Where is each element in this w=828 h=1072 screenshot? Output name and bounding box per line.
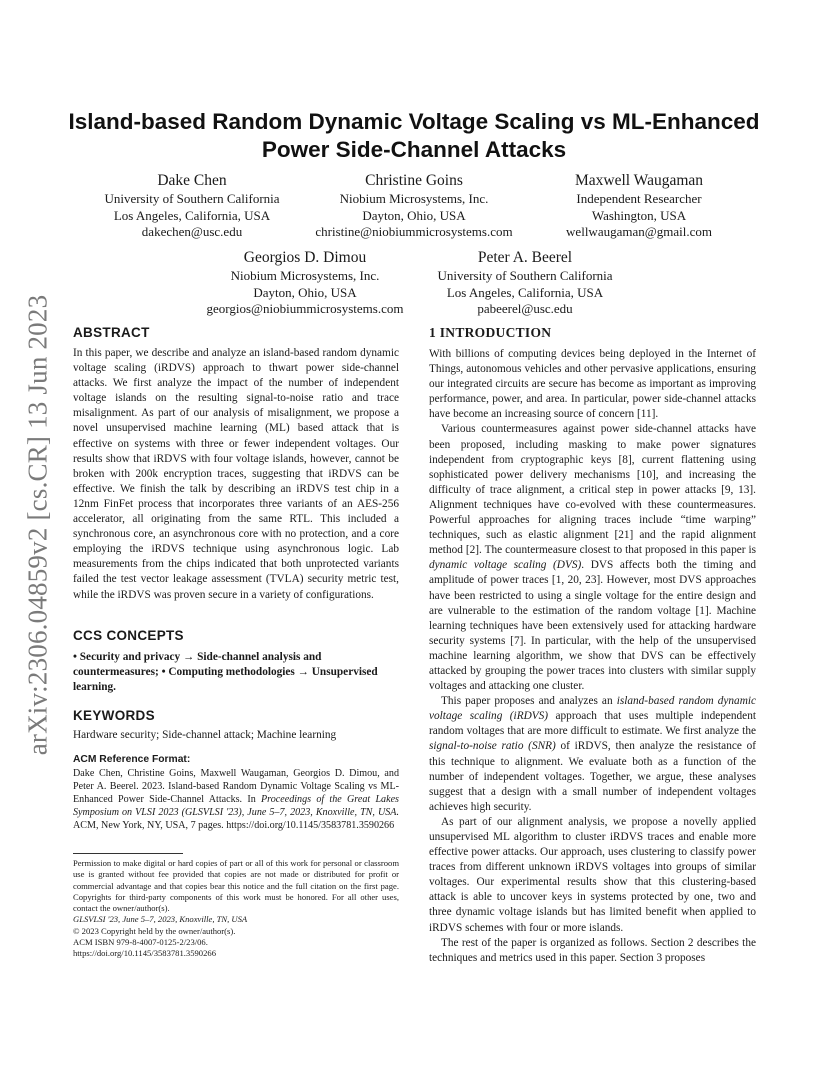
- intro-p3-emphasis-1: island-based random dynamic voltage scaling (iRDVS): [429, 695, 757, 723]
- doi-link[interactable]: https://doi.org/10.1145/3583781.3590266: [73, 948, 216, 959]
- title-line-1: Island-based Random Dynamic Voltage Scaling vs ML-Enhanced: [68, 109, 760, 134]
- author-name: Peter A. Beerel: [477, 249, 573, 266]
- author-email[interactable]: dakechen@usc.edu: [141, 224, 243, 239]
- intro-paragraph-2: [429, 422, 756, 694]
- keywords-heading: KEYWORDS: [73, 708, 155, 723]
- author-name: Christine Goins: [365, 172, 463, 189]
- author-location: Los Angeles, California, USA: [113, 207, 271, 223]
- intro-paragraph-5: The rest of the paper is organized as follows. Section 2 describes the techniques and metrics used in this paper. Section 3 proposes: [429, 936, 756, 964]
- intro-p2-text-c: . DVS affects both the timing and amplitude of power traces [1, 20, 23]. However, most DVS approaches have been restricted to using a single voltage for the entire design and are vulnerable to the estimation of the random voltage [1]. Machine learning techniques have been extensively used for attacking hardware security systems [7]. In particular, with the help of the unsupervised machine learning algorithm, we show that DVS can be effectively attacked by grouping the power traces into clusters with similar supply voltages and attacking one cluster.: [429, 559, 756, 693]
- ccs-text: • Security and privacy → Side-channel analysis and countermeasures; • Computing methodologies → Unsupervised learning.: [73, 651, 378, 694]
- acm-reference: [73, 754, 399, 832]
- author-block-1: [82, 171, 302, 241]
- title-line-2: Power Side-Channel Attacks: [261, 137, 567, 162]
- author-name: Maxwell Waugaman: [574, 172, 704, 189]
- copyright-text: © 2023 Copyright held by the owner/author(s).: [73, 925, 236, 936]
- arxiv-stamp-text: arXiv:2306.04859v2 [cs.CR] 13 Jun 2023: [22, 294, 53, 756]
- author-affiliation: Niobium Microsystems, Inc.: [339, 191, 489, 206]
- intro-p3-text-c: approach that uses multiple independent random voltages that are more difficult to estimate. We first analyze the: [429, 710, 756, 738]
- acm-reference-part-c: ACM, New York, NY, USA, 7 pages. https://doi.org/10.1145/3583781.3590266: [73, 820, 395, 832]
- intro-paragraph-1: With billions of computing devices being deployed in the Internet of Things, autonomous vehicles and other pervasive applications, ensuring our integrated circuits are secure has become as important as improving performance, power, and area. In particular, power side-channel attacks have become an increasing source of concern [11].: [429, 348, 756, 421]
- author-block-3: [530, 171, 748, 241]
- abstract-heading: ABSTRACT: [73, 325, 150, 340]
- ccs-heading: CCS CONCEPTS: [73, 628, 184, 643]
- paper-title: [40, 108, 788, 164]
- intro-p2-emphasis: dynamic voltage scaling (DVS): [429, 559, 582, 572]
- author-location: Dayton, Ohio, USA: [362, 207, 466, 223]
- author-block-2: [298, 171, 530, 241]
- ccs-section: [73, 628, 399, 695]
- author-block-4: [192, 248, 418, 318]
- isbn-text: ACM ISBN 979-8-4007-0125-2/23/06.: [73, 937, 208, 948]
- acm-reference-part-a: Dake Chen, Christine Goins, Maxwell Waugaman, Georgios D. Dimou, and Peter A. Beerel. 2023. Island-based Random Dynamic Voltage Scaling vs ML-Enhanced Power Side-Channel Attacks. In: [73, 768, 399, 806]
- acm-reference-proceedings: Proceedings of the Great Lakes Symposium on VLSI 2023 (GLSVLSI '23), June 5–7, 2023, Knoxville, TN, USA.: [73, 794, 399, 819]
- keywords-section: [73, 708, 399, 743]
- acm-reference-text: [73, 767, 399, 832]
- abstract-text: In this paper, we describe and analyze an island-based random dynamic voltage scaling (iRDVS) approach to thwart power side-channel attacks. We first analyze the impact of the number of independent voltage islands on the resulting signal-to-noise ratio and trace misalignment. As part of our analysis of misalignment, we propose a novel unsupervised machine learning (ML) based attack that is effective on systems with three or fewer independent voltages. Our results show that iRDVS with four voltage islands, however, cannot be broken with 200k encryption traces, suggesting that iRDVS can be effective. We finish the talk by describing an iRDVS test chip in a 12nm FinFet process that incorporates three variants of an AES-256 accelerator, all originating from the same RTL. This included a synchronous core, an asynchronous core with no protection, and a core employing the iRDVS technique using asynchronous logic. Lab measurements from the chips indicated that both unprotected variants failed the test vector leakage assessment (TVLA) security metric test, while the iRDVS was proven secure in a variety of configurations.: [73, 347, 399, 601]
- abstract-section: [73, 325, 399, 603]
- introduction-heading: 1 INTRODUCTION: [429, 325, 552, 340]
- author-name: Georgios D. Dimou: [243, 249, 367, 266]
- intro-p2-text-a: Various countermeasures against power side-channel attacks have been proposed, including masking to make power signatures independent from cryptographic keys [8], current flattening using sophisticated power delivery mechanisms [10], and increasing the difficulty of trace alignment, a critical step in power attacks [9, 13]. Alignment techniques have co-evolved with these countermeasures. Powerful approaches for aligning traces include “time warping” techniques, such as elastic alignment [21] and the rapid alignment method [2]. The countermeasure closest to that proposed in this paper is: [429, 423, 756, 557]
- author-email[interactable]: pabeerel@usc.edu: [477, 301, 573, 316]
- venue-text: GLSVLSI '23, June 5–7, 2023, Knoxville, TN, USA: [73, 914, 248, 925]
- intro-p3-emphasis-2: signal-to-noise ratio (SNR): [429, 740, 556, 753]
- permission-footnote: [73, 858, 399, 960]
- author-location: Washington, USA: [591, 207, 687, 223]
- author-affiliation: Niobium Microsystems, Inc.: [230, 268, 380, 283]
- author-affiliation: Independent Researcher: [576, 191, 702, 206]
- author-email[interactable]: georgios@niobiummicrosystems.com: [206, 301, 404, 316]
- author-email[interactable]: wellwaugaman@gmail.com: [566, 224, 712, 239]
- author-affiliation: University of Southern California: [104, 191, 280, 206]
- intro-p3-text-a: This paper proposes and analyzes an: [441, 695, 617, 708]
- intro-paragraph-3: [429, 694, 756, 815]
- acm-reference-heading: ACM Reference Format:: [73, 754, 191, 765]
- arxiv-stamp: [14, 290, 62, 760]
- author-location: Los Angeles, California, USA: [446, 284, 604, 300]
- intro-p3-text-e: of iRDVS, then analyze the resistance of this technique to alignment. We evaluate both as a function of the number of independent voltages. Together, we argue, these analyses suggest that a design with a small number of independent voltages achieves high security.: [429, 740, 756, 813]
- permission-text: Permission to make digital or hard copies of part or all of this work for personal or classroom use is granted without fee provided that copies are not made or distributed for profit or commercial advantage and that copies bear this notice and the full citation on the first page. Copyrights for third-party components of this work must be honored. For all other uses, contact the owner/author(s).: [73, 858, 399, 914]
- author-email[interactable]: christine@niobiummicrosystems.com: [315, 224, 513, 239]
- author-affiliation: University of Southern California: [437, 268, 613, 283]
- intro-paragraph-4: As part of our alignment analysis, we propose a novelly applied unsupervised ML algorithm to cluster iRDVS traces and enable more effective power attacks. Our approach, uses clustering to classify power traces from different unknown iRDVS voltages into groups of similar voltages. Our experimental results show that this clustering-based attack is able to uncover keys in systems protected by one, two and three dynamic voltage islands but has limited benefit when applied to iRDVS schemes with four or more islands.: [429, 815, 756, 934]
- author-name: Dake Chen: [157, 172, 227, 189]
- author-block-5: [420, 248, 630, 318]
- author-location: Dayton, Ohio, USA: [253, 284, 357, 300]
- footnote-divider: [73, 853, 183, 854]
- keywords-text: Hardware security; Side-channel attack; Machine learning: [73, 729, 337, 741]
- introduction-section: [429, 325, 756, 966]
